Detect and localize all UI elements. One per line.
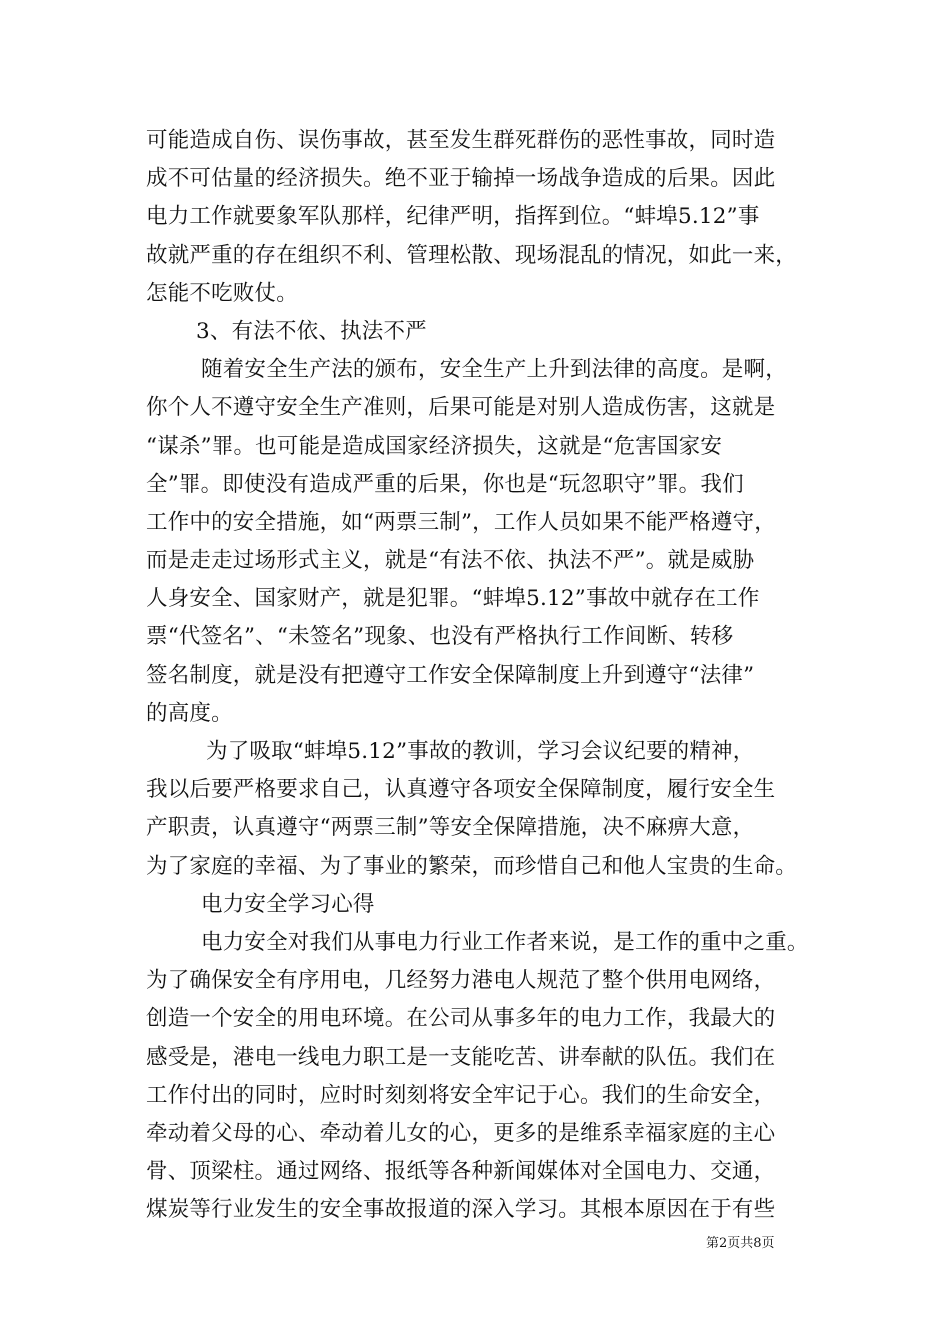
text-line: 为了确保安全有序用电，几经努力港电人规范了整个供用电网络， — [146, 968, 776, 994]
text-line: 我以后要严格要求自己，认真遵守各项安全保障制度，履行安全生 — [146, 777, 776, 803]
text-line: 电力工作就要象军队那样，纪律严明，指挥到位。“蚌埠5.12”事 — [146, 204, 760, 230]
text-line: 创造一个安全的用电环境。在公司从事多年的电力工作，我最大的 — [146, 1006, 776, 1032]
text-line: 产职责，认真遵守“两票三制”等安全保障措施，决不麻痹大意， — [146, 815, 755, 841]
text-line: 故就严重的存在组织不利、管理松散、现场混乱的情况，如此一来， — [146, 242, 798, 268]
text-line: 人身安全、国家财产，就是犯罪。“蚌埠5.12”事故中就存在工作 — [146, 586, 760, 612]
text-line: 感受是，港电一线电力职工是一支能吃苦、讲奉献的队伍。我们在 — [146, 1044, 776, 1070]
text-line: 签名制度，就是没有把遵守工作安全保障制度上升到遵守“法律” — [146, 662, 755, 688]
body-text — [146, 122, 826, 1229]
page-number: 第2页共8页 — [706, 1236, 775, 1251]
text-line: 你个人不遵守安全生产准则，后果可能是对别人造成伤害，这就是 — [146, 395, 776, 421]
text-line: “谋杀”罪。也可能是造成国家经济损失，这就是“危害国家安 — [146, 433, 723, 459]
text-line: 骨、顶梁柱。通过网络、报纸等各种新闻媒体对全国电力、交通， — [146, 1159, 776, 1185]
text-line: 煤炭等行业发生的安全事故报道的深入学习。其根本原因在于有些 — [146, 1197, 776, 1223]
text-line: 票“代签名”、“未签名”现象、也没有严格执行工作间断、转移 — [146, 624, 734, 650]
text-line: 全”罪。即使没有造成严重的后果，你也是“玩忽职守”罪。我们 — [146, 471, 744, 497]
text-line: 牵动着父母的心、牵动着儿女的心，更多的是维系幸福家庭的主心 — [146, 1120, 776, 1146]
section-heading: 3、有法不依、执法不严 — [196, 318, 427, 344]
paragraph-start: 电力安全对我们从事电力行业工作者来说，是工作的重中之重。 — [201, 929, 809, 955]
text-line: 怎能不吃败仗。 — [146, 280, 298, 306]
text-line: 为了家庭的幸福、为了事业的繁荣，而珍惜自己和他人宝贵的生命。 — [146, 853, 798, 879]
section-title: 电力安全学习心得 — [201, 891, 375, 917]
text-line: 工作付出的同时，应时时刻刻将安全牢记于心。我们的生命安全， — [146, 1082, 776, 1108]
text-line: 的高度。 — [146, 700, 233, 726]
text-line: 可能造成自伤、误伤事故，甚至发生群死群伤的恶性事故，同时造 — [146, 128, 776, 153]
text-line: 工作中的安全措施，如“两票三制”，工作人员如果不能严格遵守， — [146, 509, 776, 535]
paragraph-start: 为了吸取“蚌埠5.12”事故的教训，学习会议纪要的精神， — [206, 739, 755, 764]
text-line: 而是走走过场形式主义，就是“有法不依、执法不严”。就是威胁 — [146, 548, 755, 574]
paragraph-start: 随着安全生产法的颁布，安全生产上升到法律的高度。是啊， — [201, 357, 787, 383]
text-line: 成不可估量的经济损失。绝不亚于输掉一场战争造成的后果。因此 — [146, 166, 776, 192]
